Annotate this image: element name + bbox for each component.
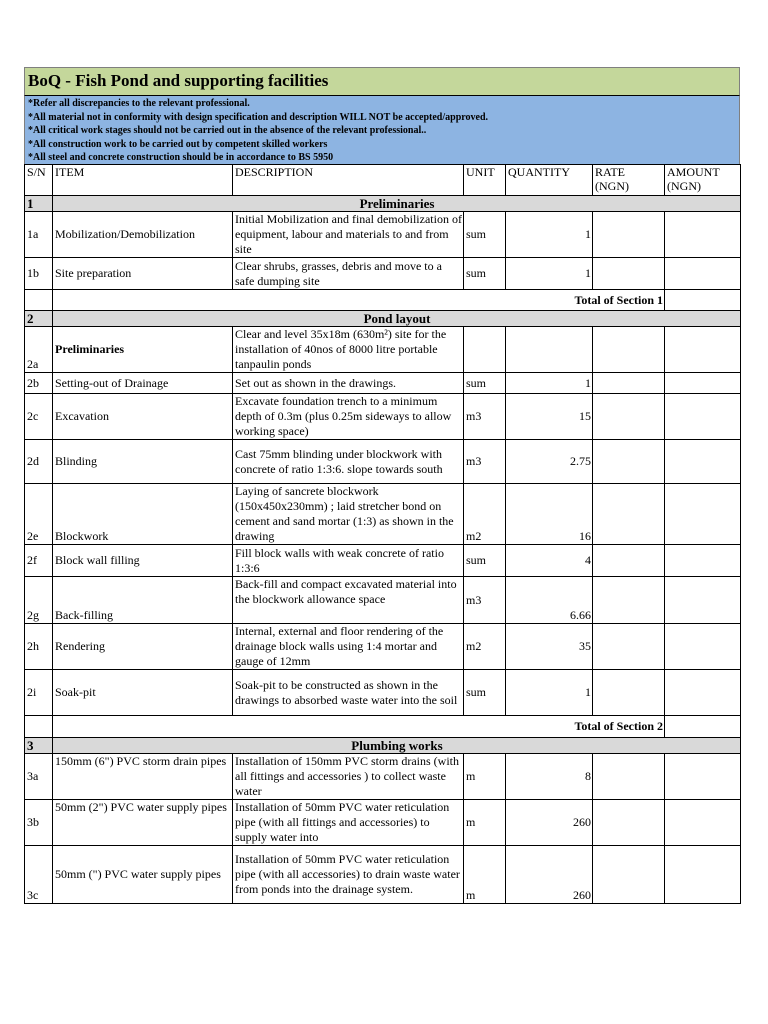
cell-unit: m3	[464, 577, 506, 624]
cell-sn: 2e	[25, 484, 53, 545]
table-row	[25, 545, 741, 577]
section-total-label: Total of Section 2	[53, 716, 665, 738]
cell-amount	[665, 327, 741, 373]
cell-rate	[593, 800, 665, 846]
cell-unit: m	[464, 754, 506, 800]
cell-item: Soak-pit	[53, 670, 233, 716]
section-number: 2	[25, 311, 53, 327]
cell-amount	[665, 258, 741, 290]
cell-rate	[593, 846, 665, 904]
cell-sn: 2b	[25, 373, 53, 394]
cell-unit: m	[464, 846, 506, 904]
cell-item: Blinding	[53, 440, 233, 484]
note-line: *All construction work to be carried out by competent skilled workers	[28, 138, 328, 150]
header-rate-line1: RATE	[595, 165, 625, 179]
cell-rate	[593, 373, 665, 394]
table-row	[25, 258, 741, 290]
cell-unit: sum	[464, 258, 506, 290]
cell-quantity: 1	[506, 212, 593, 258]
cell-quantity: 1	[506, 373, 593, 394]
cell-unit: sum	[464, 212, 506, 258]
cell-rate	[593, 670, 665, 716]
cell-description: Excavate foundation trench to a minimum depth of 0.3m (plus 0.25m sideways to allow working space)	[233, 394, 464, 440]
cell-quantity: 2.75	[506, 440, 593, 484]
header-description: DESCRIPTION	[233, 165, 464, 196]
cell-amount	[665, 484, 741, 545]
cell-rate	[593, 484, 665, 545]
section-total-amount	[665, 290, 741, 311]
section-total-row	[25, 716, 741, 738]
cell-description: Installation of 150mm PVC storm drains (with all fittings and accessories ) to collect waste water	[233, 754, 464, 800]
note-line: *All steel and concrete construction should be in accordance to BS 5950	[28, 152, 334, 164]
note-line: *All critical work stages should not be carried out in the absence of the relevant professional..	[28, 125, 427, 137]
table-row	[25, 846, 741, 904]
cell-quantity: 16	[506, 484, 593, 545]
cell-sn: 3a	[25, 754, 53, 800]
table-row	[25, 394, 741, 440]
cell-quantity: 260	[506, 846, 593, 904]
cell-description: Clear shrubs, grasses, debris and move to a safe dumping site	[233, 258, 464, 290]
table-row	[25, 484, 741, 545]
cell-item: 50mm (2") PVC water supply pipes	[53, 800, 233, 846]
section-number: 3	[25, 738, 53, 754]
cell-quantity: 1	[506, 258, 593, 290]
cell-rate	[593, 327, 665, 373]
cell-description: Cast 75mm blinding under blockwork with concrete of ratio 1:3:6. slope towards south	[233, 440, 464, 484]
cell-item: 150mm (6") PVC storm drain pipes	[53, 754, 233, 800]
cell-quantity: 35	[506, 624, 593, 670]
section-row	[25, 738, 741, 754]
cell-sn: 2g	[25, 577, 53, 624]
cell-quantity: 1	[506, 670, 593, 716]
header-unit: UNIT	[464, 165, 506, 196]
table-row	[25, 670, 741, 716]
section-total-amount	[665, 716, 741, 738]
cell-item: Block wall filling	[53, 545, 233, 577]
cell-quantity: 15	[506, 394, 593, 440]
cell-rate	[593, 440, 665, 484]
section-total-row	[25, 290, 741, 311]
section-total-label: Total of Section 1	[53, 290, 665, 311]
cell-item: Setting-out of Drainage	[53, 373, 233, 394]
table-row	[25, 440, 741, 484]
cell-description: Fill block walls with weak concrete of ratio 1:3:6	[233, 545, 464, 577]
note-line: *All material not in conformity with design specification and description WILL NOT be accepted/approved.	[28, 111, 489, 123]
table-row	[25, 577, 741, 624]
cell-sn: 3c	[25, 846, 53, 904]
cell-description: Installation of 50mm PVC water reticulation pipe (with all fittings and accessories) to supply water into	[233, 800, 464, 846]
cell-unit: m	[464, 800, 506, 846]
cell-sn: 2a	[25, 327, 53, 373]
header-item: ITEM	[53, 165, 233, 196]
cell-description: Clear and level 35x18m (630m²) site for the installation of 40nos of 8000 litre portable tanpaulin ponds	[233, 327, 464, 373]
table-row	[25, 373, 741, 394]
cell-sn: 2d	[25, 440, 53, 484]
cell-item: Back-filling	[53, 577, 233, 624]
cell-sn: 2h	[25, 624, 53, 670]
cell-item: Excavation	[53, 394, 233, 440]
boq-table	[24, 164, 741, 904]
table-row	[25, 624, 741, 670]
header-amount-line1: AMOUNT	[667, 165, 720, 179]
cell-amount	[665, 373, 741, 394]
cell-unit: sum	[464, 670, 506, 716]
cell-amount	[665, 212, 741, 258]
cell-amount	[665, 624, 741, 670]
cell-quantity: 8	[506, 754, 593, 800]
cell-description: Soak-pit to be constructed as shown in the drawings to absorbed waste water into the soil	[233, 670, 464, 716]
cell-sn	[25, 290, 53, 311]
cell-rate	[593, 624, 665, 670]
cell-rate	[593, 545, 665, 577]
cell-sn: 1b	[25, 258, 53, 290]
cell-amount	[665, 394, 741, 440]
cell-item: Blockwork	[53, 484, 233, 545]
cell-rate	[593, 212, 665, 258]
table-row	[25, 800, 741, 846]
header-sn: S/N	[25, 165, 53, 196]
cell-quantity	[506, 327, 593, 373]
cell-amount	[665, 670, 741, 716]
cell-amount	[665, 754, 741, 800]
cell-description: Back-fill and compact excavated material into the blockwork allowance space	[233, 577, 464, 624]
cell-description: Laying of sancrete blockwork (150x450x230mm) ; laid stretcher bond on cement and sand mortar (1:3) as shown in the drawing	[233, 484, 464, 545]
cell-rate	[593, 754, 665, 800]
section-row	[25, 311, 741, 327]
header-quantity: QUANTITY	[506, 165, 593, 196]
cell-unit	[464, 327, 506, 373]
cell-unit: m3	[464, 440, 506, 484]
section-row	[25, 196, 741, 212]
cell-amount	[665, 577, 741, 624]
cell-description: Internal, external and floor rendering of the drainage block walls using 1:4 mortar and gauge of 12mm	[233, 624, 464, 670]
cell-amount	[665, 545, 741, 577]
cell-amount	[665, 800, 741, 846]
cell-description: Set out as shown in the drawings.	[233, 373, 464, 394]
header-rate	[593, 165, 665, 196]
header-rate-line2: (NGN)	[595, 179, 629, 193]
table-row	[25, 754, 741, 800]
cell-sn: 1a	[25, 212, 53, 258]
cell-rate	[593, 258, 665, 290]
cell-sn: 3b	[25, 800, 53, 846]
cell-unit: m2	[464, 624, 506, 670]
cell-description: Initial Mobilization and final demobilization of equipment, labour and materials to and from site	[233, 212, 464, 258]
cell-item: 50mm (") PVC water supply pipes	[53, 846, 233, 904]
boq-sheet	[24, 67, 740, 904]
cell-description: Installation of 50mm PVC water reticulation pipe (with all accessories) to drain waste water from ponds into the drainage system.	[233, 846, 464, 904]
table-header-row	[25, 165, 741, 196]
cell-sn: 2c	[25, 394, 53, 440]
cell-sn: 2i	[25, 670, 53, 716]
cell-unit: sum	[464, 373, 506, 394]
cell-amount	[665, 440, 741, 484]
cell-unit: sum	[464, 545, 506, 577]
cell-item: Preliminaries	[53, 327, 233, 373]
section-name: Pond layout	[53, 311, 741, 327]
header-amount	[665, 165, 741, 196]
cell-item: Rendering	[53, 624, 233, 670]
cell-quantity: 4	[506, 545, 593, 577]
notes-block	[24, 96, 740, 164]
header-amount-line2: (NGN)	[667, 179, 701, 193]
section-number: 1	[25, 196, 53, 212]
section-name: Plumbing works	[53, 738, 741, 754]
note-line: *Refer all discrepancies to the relevant professional.	[28, 98, 250, 109]
cell-unit: m3	[464, 394, 506, 440]
sheet-title: BoQ - Fish Pond and supporting facilities	[24, 67, 740, 96]
section-name: Preliminaries	[53, 196, 741, 212]
cell-sn	[25, 716, 53, 738]
cell-unit: m2	[464, 484, 506, 545]
cell-item: Mobilization/Demobilization	[53, 212, 233, 258]
table-row	[25, 327, 741, 373]
cell-rate	[593, 577, 665, 624]
cell-quantity: 260	[506, 800, 593, 846]
table-row	[25, 212, 741, 258]
cell-rate	[593, 394, 665, 440]
cell-sn: 2f	[25, 545, 53, 577]
cell-quantity: 6.66	[506, 577, 593, 624]
cell-amount	[665, 846, 741, 904]
cell-item: Site preparation	[53, 258, 233, 290]
